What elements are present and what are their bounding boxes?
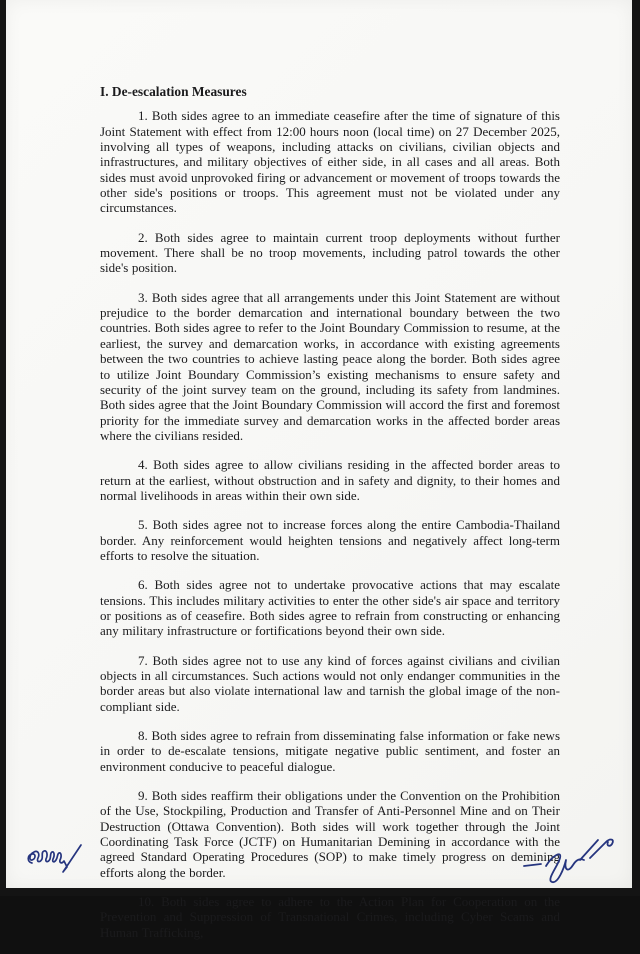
paragraph-10: 10. Both sides agree to adhere to the Action Plan for Cooperation on the Prevention and Suppression of Transnational Crimes, including Cyber Scams and Human Trafficking, <box>100 894 560 940</box>
paragraph-6: 6. Both sides agree not to undertake provocative actions that may escalate tensions. This includes military activities to enter the other side's air space and territory or positions as of ceasefire. Both sides agree to refrain from constructing or enhancing any military infrastructure or fortifications beyond their own side. <box>100 577 560 639</box>
paragraph-1: 1. Both sides agree to an immediate ceasefire after the time of signature of this Joint Statement with effect from 12:00 hours noon (local time) on 27 December 2025, involving all types of weapons, including attacks on civilians, civilian objects and infrastructures, and military objectives of either side, in all cases and all areas. Both sides must avoid unprovoked firing or advancement or movement of troops towards the other side's positions or troops. This agreement must not be violated under any circumstances. <box>100 108 560 216</box>
paragraph-7: 7. Both sides agree not to use any kind of forces against civilians and civilian objects in all circumstances. Such actions would not only endanger communities in the border areas but also violate international law and tarnish the global image of the non-compliant side. <box>100 652 560 714</box>
paragraph-2: 2. Both sides agree to maintain current troop deployments without further movement. There shall be no troop movements, including patrol towards the other side's position. <box>100 229 560 276</box>
signature-right-icon <box>520 832 620 888</box>
paragraph-5: 5. Both sides agree not to increase forces along the entire Cambodia-Thailand border. Any reinforcement would heighten tensions and negatively affect long-term efforts to resolve the situation. <box>100 517 560 563</box>
paragraph-4: 4. Both sides agree to allow civilians residing in the affected border areas to return at the earliest, without obstruction and in safety and dignity, to their homes and normal livelihoods in areas within their own side. <box>100 457 560 503</box>
paragraph-3: 3. Both sides agree that all arrangements under this Joint Statement are without prejudice to the border demarcation and international boundary between the two countries. Both sides agree to refer to the Joint Boundary Commission to resume, at the earliest, the survey and demarcation works, in accordance with existing agreements between the two countries to achieve lasting peace along the border. Both sides agree to utilize Joint Boundary Commission’s existing mechanisms to ensure safety and security of the joint survey team on the ground, including its safety from landmines. Both sides agree that the Joint Boundary Commission will accord the first and foremost priority for the immediate survey and demarcation works in the affected border areas where the civilians resided. <box>100 289 560 443</box>
paragraph-9: 9. Both sides reaffirm their obligations under the Convention on the Prohibition of the Use, Stockpiling, Production and Transfer of Anti-Personnel Mine and on Their Destruction (Ottawa Convention). Both sides will work together through the Joint Coordinating Task Force (JCTF) on Humanitarian Demining in accordance with the agreed Standard Operating Procedures (SOP) to make timely progress on demining efforts along the border. <box>100 788 560 880</box>
section-heading: I. De-escalation Measures <box>100 84 247 99</box>
document-page <box>6 0 632 940</box>
signature-initials-left <box>22 836 88 884</box>
paragraph-8: 8. Both sides agree to refrain from disseminating false information or fake news in order to de-escalate tensions, mitigate negative public sentiment, and foster an environment conducive to peaceful dialogue. <box>100 728 560 774</box>
signature-left-icon <box>22 836 88 884</box>
signature-initials-right <box>520 832 620 888</box>
document-body <box>100 84 560 954</box>
